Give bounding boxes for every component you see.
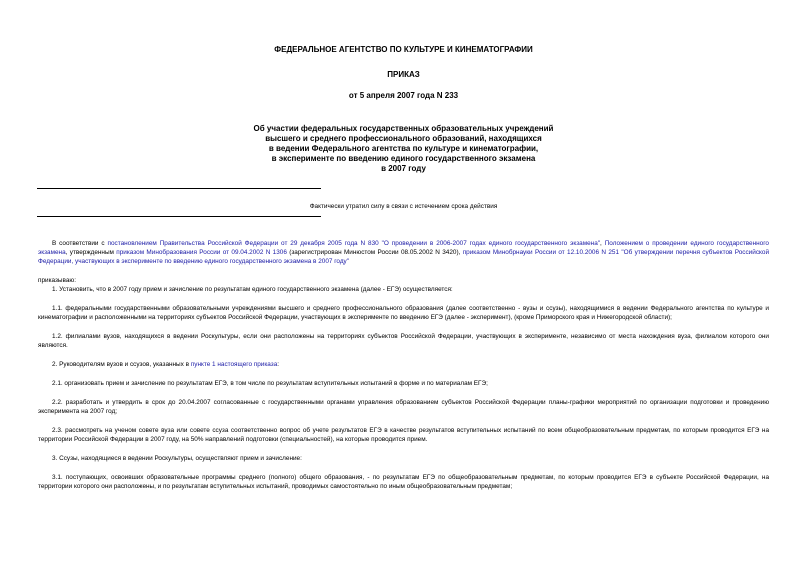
link-government-resolution-830[interactable]: постановлением Правительства Российской Федерации от 29 декабря 2005 года N 830 "О проведении в 2006-2007 годах единого государственного экзамена" bbox=[107, 240, 601, 247]
link-ege-regulation[interactable]: Положением о проведении единого государственного экзамена bbox=[38, 240, 769, 256]
divider-bottom bbox=[37, 216, 321, 217]
paragraph-2-text: : bbox=[277, 361, 280, 368]
preamble-text: , bbox=[600, 240, 605, 247]
link-clause-1[interactable]: пункте 1 настоящего приказа bbox=[190, 361, 278, 368]
title-line: высшего и среднего профессионального образований, находящихся bbox=[265, 134, 542, 143]
link-minobrnauki-order-251[interactable]: приказом Минобрнауки России от 12.10.2006 N 251 "Об утверждении перечня субъектов Российской Федерации, участвующих в эксперименте по введению единого государственного экзамена в 2007 году" bbox=[38, 249, 770, 265]
title-line: в ведении Федерального агентства по культуре и кинематографии, bbox=[268, 144, 539, 153]
paragraph-2-3: 2.3. рассмотреть на ученом совете вуза или совете ссуза соответственно вопрос об учете результатов ЕГЭ в качестве результатов вступительных испытаний по всем общеобразовательным предметам, по которым проводится ЕГЭ на территории Российской Федерации в 2007 году, на 50% направлений подготовки (специальностей), на которые проводится прием. bbox=[38, 427, 769, 443]
paragraph-1-1: 1.1. федеральными государственными образовательными учреждениями высшего и среднего профессионального образования (далее соответственно - вузы и ссузы), находящимися в ведении Федерального агентства по культуре и кинематографии и расположенными на территориях субъектов Российской Федерации, участвующих в эксперименте по введению ЕГЭ (далее - эксперимент), (кроме Приморского края и Нижегородской области); bbox=[38, 305, 769, 321]
status-note: Фактически утратил силу в связи с истечением срока действия bbox=[309, 203, 498, 210]
link-minobr-order-1306[interactable]: приказом Минобразования России от 09.04.2002 N 1306 bbox=[116, 249, 287, 256]
divider-top bbox=[37, 188, 321, 189]
agency-name: ФЕДЕРАЛЬНОЕ АГЕНТСТВО ПО КУЛЬТУРЕ И КИНЕМАТОГРАФИИ bbox=[274, 45, 533, 54]
title-line: в эксперименте по введению единого государственного экзамена bbox=[271, 154, 536, 163]
paragraph-2-1: 2.1. организовать прием и зачисление по результатам ЕГЭ, в том числе по результатам вступительных испытаний в форме и по материалам ЕГЭ; bbox=[52, 380, 488, 387]
paragraph-3-1: 3.1. поступающих, освоивших образовательные программы среднего (полного) общего образования, - по результатам ЕГЭ по общеобразовательным предметам, по которым проводится ЕГЭ в субъекте Российской Федерации, на территории которого они расположены, и по результатам вступительных испытаний, проводимых самостоятельно по иным общеобразовательным предметам; bbox=[38, 474, 769, 490]
title-line: Об участии федеральных государственных образовательных учреждений bbox=[253, 124, 554, 133]
document-date-number: от 5 апреля 2007 года N 233 bbox=[348, 91, 459, 100]
title-line: в 2007 году bbox=[381, 164, 426, 173]
document-type: ПРИКАЗ bbox=[387, 70, 420, 79]
paragraph-1: 1. Установить, что в 2007 году прием и зачисление по результатам единого государственного экзамена (далее - ЕГЭ) осуществляется: bbox=[52, 286, 453, 293]
orders-word: приказываю: bbox=[38, 277, 76, 284]
preamble-text: , утвержденным bbox=[65, 249, 117, 256]
paragraph-1-2: 1.2. филиалами вузов, находящихся в ведении Роскультуры, если они расположены на территориях субъектов Российской Федерации, участвующих в эксперименте, независимо от места нахождения вуза, филиалом которого они являются. bbox=[38, 333, 769, 349]
document-title bbox=[200, 124, 607, 174]
paragraph-2 bbox=[38, 360, 769, 369]
preamble-paragraph bbox=[38, 239, 769, 266]
document-body bbox=[38, 239, 769, 491]
paragraph-2-2: 2.2. разработать и утвердить в срок до 20.04.2007 согласованные с государственными органами управления образованием субъектов Российской Федерации планы-графики мероприятий по организации подготовки и проведению эксперимента на 2007 год; bbox=[38, 399, 769, 415]
preamble-text: (зарегистрирован Минюстом России 08.05.2002 N 3420), bbox=[286, 249, 463, 256]
paragraph-2-text: 2. Руководителям вузов и ссузов, указанных в bbox=[52, 361, 191, 368]
paragraph-3: 3. Ссузы, находящиеся в ведении Роскультуры, осуществляют прием и зачисление: bbox=[52, 455, 302, 462]
preamble-text: В соответствии с bbox=[52, 240, 108, 247]
